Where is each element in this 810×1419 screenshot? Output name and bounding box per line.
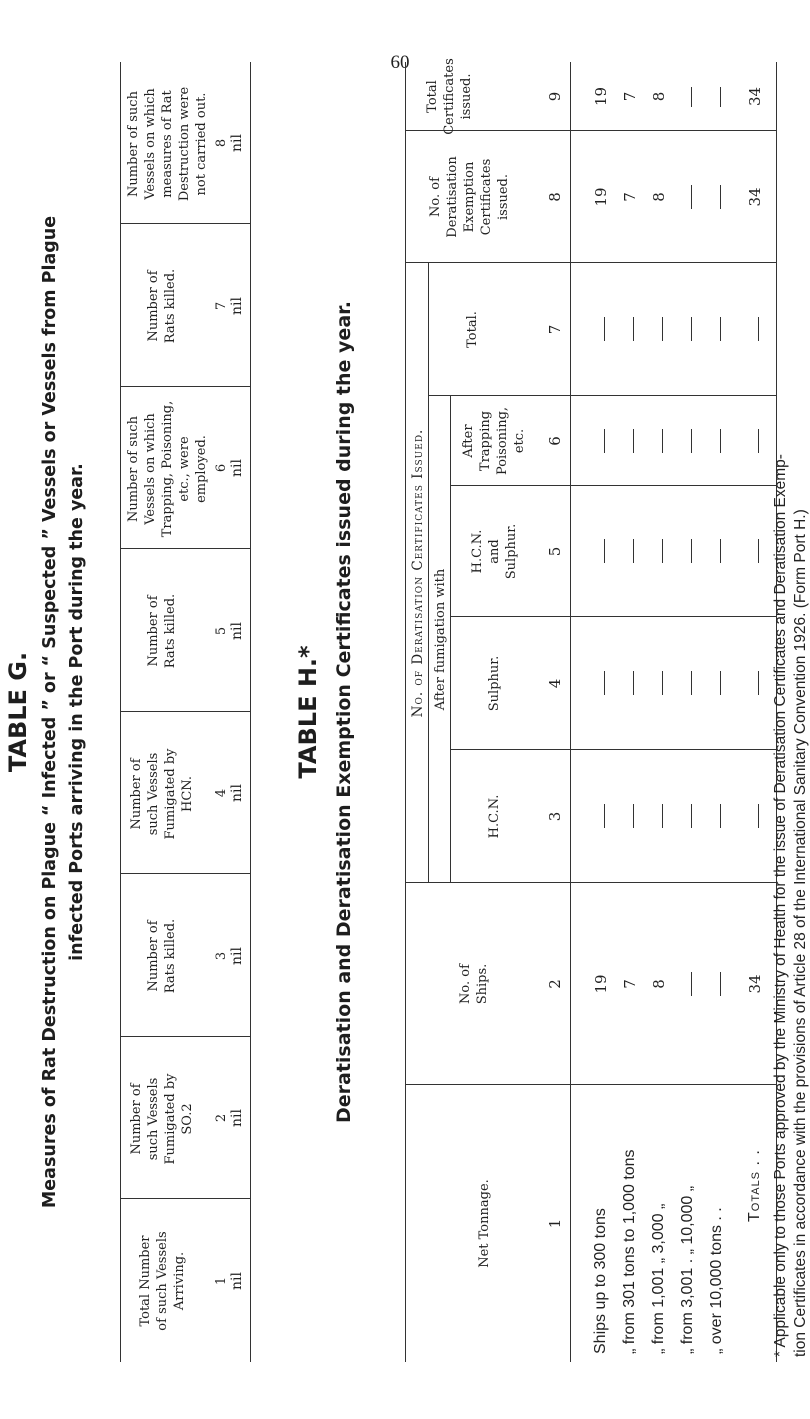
table-h-subcolumn-number: 7 <box>546 324 564 335</box>
table-g-header-3: Number of Rats killed. <box>146 918 178 994</box>
table-h-totals-ships: 34 <box>746 974 764 994</box>
table-h-total-value: 8 <box>650 91 668 102</box>
table-h-top-rule <box>405 62 406 1362</box>
table-h-nil-dash <box>720 672 721 696</box>
table-g-column-number: 5 <box>214 626 229 636</box>
table-h-nil-dash <box>633 429 634 453</box>
table-g-cell-value: nil <box>229 947 245 965</box>
table-h-nil-dash <box>720 318 721 342</box>
table-h-title: TABLE H.* <box>294 645 322 779</box>
table-h-nil-dash <box>758 805 759 829</box>
table-h-nil-dash <box>758 540 759 564</box>
table-h-total-value: 19 <box>592 86 610 107</box>
table-h-nil-dash <box>633 672 634 696</box>
table-g-header-7: Number of Rats killed. <box>146 268 178 344</box>
table-h-nil-dash <box>691 805 692 829</box>
table-g-cell-value: nil <box>229 784 245 802</box>
table-h-header-total-certs: Total Certificates issued. <box>424 58 474 135</box>
table-h-header-exemption: No. of Deratisation Exemption Certificates issued. <box>427 156 511 238</box>
table-h-row-label: Ships up to 300 tons <box>592 1208 609 1354</box>
table-h-header-tonnage: Net Tonnage. <box>476 1179 492 1268</box>
table-h-subcolumn-header: Total. <box>464 311 480 348</box>
table-h-nil-dash <box>604 540 605 564</box>
table-g-cell-value: nil <box>229 1272 245 1290</box>
table-h-subcolumn-number: 5 <box>546 546 564 557</box>
table-h-nil-dash <box>604 805 605 829</box>
page-number: 60 <box>390 52 410 73</box>
table-g-header-8: Number of such Vessels on which measures of Rat Destruction were not carried out. <box>125 86 209 202</box>
table-h-nil-dash <box>720 972 721 996</box>
table-h-subcolumn-number: 6 <box>546 436 564 446</box>
table-h-group-header: No. of Deratisation Certificates Issued. <box>409 428 426 718</box>
table-g-cell-value: nil <box>229 1109 245 1127</box>
table-g-bottom-rule <box>250 62 251 1362</box>
table-g-header-1: Total Number of such Vessels Arriving. <box>137 1231 187 1331</box>
table-g-header-4: Number of such Vessels Fumigated by HCN. <box>129 748 195 840</box>
table-g-column-number: 1 <box>214 1276 229 1286</box>
table-h-nil-dash <box>720 805 721 829</box>
table-g-cell-value: nil <box>229 459 245 477</box>
table-h-number-1: 1 <box>546 1218 564 1229</box>
table-h-nil-dash <box>691 672 692 696</box>
table-h-nil-dash <box>662 318 663 342</box>
table-h-nil-dash <box>633 540 634 564</box>
table-h-nil-dash <box>662 672 663 696</box>
table-h-subcolumn-header: H.C.N. <box>486 794 502 839</box>
footnote-line1: * Applicable only to those Ports approved by the Ministry of Health for the issue of Deratisation Certificates and Deratisation Exemp- <box>772 454 789 1357</box>
table-h-subgroup-header: After fumigation with <box>432 568 448 711</box>
table-h-nil-dash <box>633 805 634 829</box>
table-h-nil-dash <box>758 318 759 342</box>
table-g-subtitle-line1: Measures of Rat Destruction on Plague “ Infected ” or “ Suspected ” Vessels or Vessels from Plague <box>40 215 60 1209</box>
table-h-nil-dash <box>720 87 721 107</box>
table-h-nil-dash <box>758 672 759 696</box>
table-g-title: TABLE G. <box>4 651 32 773</box>
table-h-totals-label: Totals . . <box>746 1149 763 1222</box>
table-h-nil-dash <box>691 87 692 107</box>
table-h-exemption-value: 8 <box>650 192 668 202</box>
table-h-nil-dash <box>691 429 692 453</box>
table-h-nil-dash <box>662 540 663 564</box>
table-g-top-rule <box>120 62 121 1362</box>
table-g-subtitle-line2: infected Ports arriving in the Port during the year. <box>67 463 87 961</box>
table-h-subcolumn-number: 3 <box>546 811 564 822</box>
table-h-ships-value: 7 <box>621 979 639 989</box>
table-h-nil-dash <box>720 429 721 453</box>
table-h-number-8: 8 <box>546 192 564 202</box>
table-h-number-2: 2 <box>546 979 564 989</box>
table-h-subcolumn-header: Sulphur. <box>486 655 502 712</box>
table-h-nil-dash <box>758 429 759 453</box>
table-h-nil-dash <box>691 318 692 342</box>
table-g-column-number: 8 <box>214 138 229 148</box>
table-h-subcolumn-header: H.C.N. and Sulphur. <box>469 523 519 580</box>
table-h-nil-dash <box>662 429 663 453</box>
table-h-header-rule <box>570 62 571 1362</box>
table-h-ships-value: 19 <box>592 974 610 994</box>
table-h-row-label: „ from 3,001 . „ 10,000 „ <box>679 1185 696 1354</box>
table-h-ships-value: 8 <box>650 979 668 989</box>
table-g-column-number: 2 <box>214 1113 229 1123</box>
table-h-subcolumn-number: 4 <box>546 678 564 689</box>
table-h-nil-dash <box>662 805 663 829</box>
table-g-column-number: 3 <box>214 951 229 961</box>
table-g-column-number: 7 <box>214 301 229 311</box>
table-h-row-label: „ from 1,001 „ 3,000 „ <box>650 1203 667 1354</box>
rotated-landscape-content <box>4 58 809 1362</box>
table-h-totals-total: 34 <box>746 86 764 107</box>
table-g-header-2: Number of such Vessels Fumigated by SO.2 <box>129 1073 195 1165</box>
table-h-exemption-value: 19 <box>592 187 610 207</box>
table-h-nil-dash <box>604 429 605 453</box>
table-h-nil-dash <box>691 540 692 564</box>
table-h-totals-exemption: 34 <box>746 187 764 207</box>
table-g-header-5: Number of Rats killed. <box>146 593 178 669</box>
table-h-nil-dash <box>720 540 721 564</box>
table-h-subcolumn-header: After Trapping Poisoning, etc. <box>461 406 527 476</box>
table-h-nil-dash <box>720 185 721 209</box>
table-h-group-rule <box>428 263 429 883</box>
table-g-header-6: Number of such Vessels on which Trapping, Poisoning, etc., were employed. <box>125 400 209 538</box>
table-g-column-number: 4 <box>214 788 229 798</box>
footnote-line2: tion Certificates in accordance with the provisions of Article 28 of the International Sanitary Convention 1926. (Form Port H.) <box>792 509 809 1357</box>
table-h-number-9: 9 <box>546 91 564 102</box>
table-g-cell-value: nil <box>229 297 245 315</box>
table-h-nil-dash <box>604 672 605 696</box>
table-h-header-ships: No. of Ships. <box>458 963 490 1005</box>
table-h-nil-dash <box>691 185 692 209</box>
table-g-column-number: 6 <box>214 463 229 473</box>
table-h-row-label: „ over 10,000 tons . . <box>708 1207 725 1354</box>
table-h-subtitle: Deratisation and Deratisation Exemption Certificates issued during the year. <box>333 300 355 1124</box>
table-h-exemption-value: 7 <box>621 192 639 202</box>
table-g-cell-value: nil <box>229 622 245 640</box>
table-h-nil-dash <box>604 318 605 342</box>
table-h-row-label: „ from 301 tons to 1,000 tons <box>621 1149 638 1354</box>
table-h-nil-dash <box>633 318 634 342</box>
table-h-total-value: 7 <box>621 91 639 102</box>
table-h-subgroup-rule <box>450 396 451 883</box>
table-h-nil-dash <box>691 972 692 996</box>
table-g-cell-value: nil <box>229 134 245 152</box>
